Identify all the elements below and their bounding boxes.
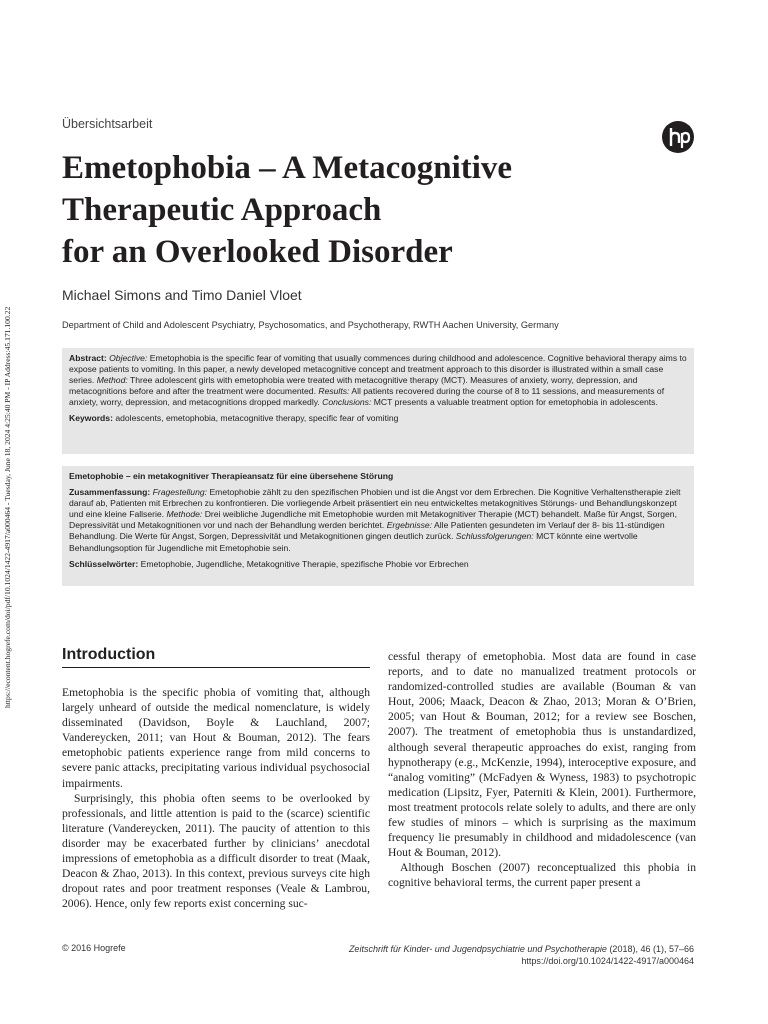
journal-volume: (2018), 46 (1), 57–66 bbox=[609, 944, 694, 954]
method-label: Method: bbox=[96, 375, 128, 386]
conclusions-text: MCT presents a valuable treatment option for emetophobia in adolescents. bbox=[373, 397, 658, 408]
abstract-text bbox=[69, 353, 687, 408]
ergebnisse-text: Alle Patienten gesundeten im Verlauf der 8- bis 11-stündigen Behandlung. Die Werte für Angst, Sorgen, Depressivität und Metakognitionen gingen deutlich zurück. bbox=[69, 520, 665, 542]
intro-paragraph: Surprisingly, this phobia often seems to be overlooked by professionals, and little attention is paid to the (scarce) scientific literature (Vandereycken, 2011). The paucity of attention to this disorder may be exacerbated further by clinicians’ anecdotal impressions of emetophobia as a difficult disorder to treat (Maak, Deacon & Zhao, 2013). In this context, previous surveys cite high dropout rates and poor treatment responses (Veale & Lambrou, 2006). Hence, only few reports exist concerning suc- bbox=[62, 791, 370, 911]
abstract-label: Abstract: bbox=[69, 353, 107, 363]
german-abstract-text bbox=[69, 487, 687, 554]
intro-paragraph: Emetophobia is the specific phobia of vomiting that, although largely unheard of outside the medical nomenclature, is widely disseminated (Davidson, Boyle & Lauchland, 2007; Vandereycken, 2011; van Hout & Bouman, 2012). The fears emetophobic patients experience range from mild concerns to severe panic attacks, precipitating various individual psychosocial impairments. bbox=[62, 686, 370, 790]
fragestellung-label: Fragestellung: bbox=[152, 487, 208, 498]
methode-label: Methode: bbox=[166, 509, 203, 520]
article-category: Übersichtsarbeit bbox=[62, 117, 153, 131]
abstract-box bbox=[62, 348, 694, 454]
schluesselwoerter-label: Schlüsselwörter: bbox=[69, 558, 139, 569]
affiliation: Department of Child and Adolescent Psychiatry, Psychosomatics, and Psychotherapy, RWTH Aachen University, Germany bbox=[62, 320, 559, 330]
right-column bbox=[388, 649, 696, 891]
fragestellung-text: Emetophobie zählt zu den spezifischen Phobien und ist die Angst vor dem Erbrechen. Die Kognitive Verhaltenstherapie zielt darauf ab, Patienten mit Erbrechen zu konfrontieren. Die vorliegende Arbeit präsentiert ein neu entwickeltes metakognitives Störungs- und Behandlungskonzept und eine kleine Fallserie. bbox=[69, 487, 681, 520]
german-keywords-text: Emetophobie, Jugendliche, Metakognitive Therapie, spezifische Phobie vor Erbrechen bbox=[140, 558, 469, 569]
objective-label: Objective: bbox=[109, 353, 148, 363]
schlussfolgerungen-label: Schlussfolgerungen: bbox=[455, 531, 534, 542]
title-line: Therapeutic Approach bbox=[62, 192, 382, 228]
german-title: Emetophobie – ein metakognitiver Therapieansatz für eine übersehene Störung bbox=[69, 471, 394, 481]
title-line: Emetophobia – A Metacognitive bbox=[62, 150, 513, 186]
method-text: Three adolescent girls with emetophobia were treated with metacognitive therapy (MCT). Measures of anxiety, worry, depression, and metacognitions before and after the treatment were documented. bbox=[69, 375, 638, 397]
journal-name: Zeitschrift für Kinder- und Jugendpsychiatrie und Psychotherapie bbox=[348, 944, 607, 954]
results-label: Results: bbox=[318, 386, 350, 397]
intro-paragraph: Although Boschen (2007) reconceptualized this phobia in cognitive behavioral terms, the current paper present a bbox=[388, 861, 696, 890]
introduction-heading: Introduction bbox=[62, 645, 370, 668]
methode-text: Drei weibliche Jugendliche mit Emetophobie wurden mit Metakognitiver Therapie (MCT) behandelt. Maße für Angst, Sorgen, Depressivität und Metakognitionen vor und nach der Behandlung werden berichtet. bbox=[69, 509, 677, 531]
german-keywords bbox=[69, 559, 687, 570]
conclusions-label: Conclusions: bbox=[322, 397, 372, 408]
download-watermark: https://econtent.hogrefe.com/doi/pdf/10.1024/1422-4917/a000464 - Tuesday, June 18, 2024 4:25:40 PM - IP Address:45.171.100.22 bbox=[3, 306, 12, 709]
publisher-logo-icon bbox=[662, 121, 694, 153]
keywords-label: Keywords: bbox=[69, 413, 113, 424]
objective-text: Emetophobia is the specific fear of vomiting that usually commences during childhood and adolescence. Cognitive behavioral therapy aims to expose patients to vomiting. In this paper, a newly developed metacognitive concept and treatment approach to this disorder is illustrated within a small case series. bbox=[69, 353, 687, 386]
keywords-text: adolescents, emetophobia, metacognitive therapy, specific fear of vomiting bbox=[115, 413, 399, 424]
ergebnisse-label: Ergebnisse: bbox=[386, 520, 433, 531]
article-title bbox=[62, 147, 662, 273]
zusammenfassung-label: Zusammenfassung: bbox=[69, 487, 151, 498]
journal-citation bbox=[349, 943, 694, 967]
doi-link[interactable]: https://doi.org/10.1024/1422-4917/a000464 bbox=[521, 956, 694, 966]
results-text: All patients recovered during the course of 8 to 11 sessions, and measurements of anxiety, worry, depression, and metacognitions dropped markedly. bbox=[69, 386, 665, 408]
intro-paragraph: cessful therapy of emetophobia. Most data are found in case reports, and to date no manualized treatment protocols or randomized-controlled studies are available (Bouman & van Hout, 2006; Maack, Deacon & Zhao, 2013; Moran & O’Brien, 2005; van Hout & Bouman, 2012; for a review see Boschen, 2007). The treatment of emetophobia thus is unstandardized, although several therapeutic approaches do exist, ranging from hypnotherapy (e.g., McKenzie, 1994), interoceptive exposure, and “analog vomiting” (McFadyen & Wyness, 1983) to psychotropic medication (Lipsitz, Fyer, Paterniti & Klein, 2001). Furthermore, most treatment protocols relate solely to adults, and there are only few studies of minors – which is surprising as the maximum frequency lie presumably in childhood and midadolescence (van Hout & Bouman, 2012). bbox=[388, 650, 696, 860]
keywords bbox=[69, 413, 687, 424]
journal-line bbox=[349, 943, 694, 955]
left-column bbox=[62, 645, 370, 911]
authors: Michael Simons and Timo Daniel Vloet bbox=[62, 287, 302, 303]
schlussfolgerungen-text: MCT könnte eine wertvolle Behandlungsoption für Jugendliche mit Emetophobie sein. bbox=[69, 531, 638, 553]
copyright: © 2016 Hogrefe bbox=[62, 943, 126, 953]
german-abstract-box bbox=[62, 466, 694, 586]
title-line: for an Overlooked Disorder bbox=[62, 234, 453, 270]
